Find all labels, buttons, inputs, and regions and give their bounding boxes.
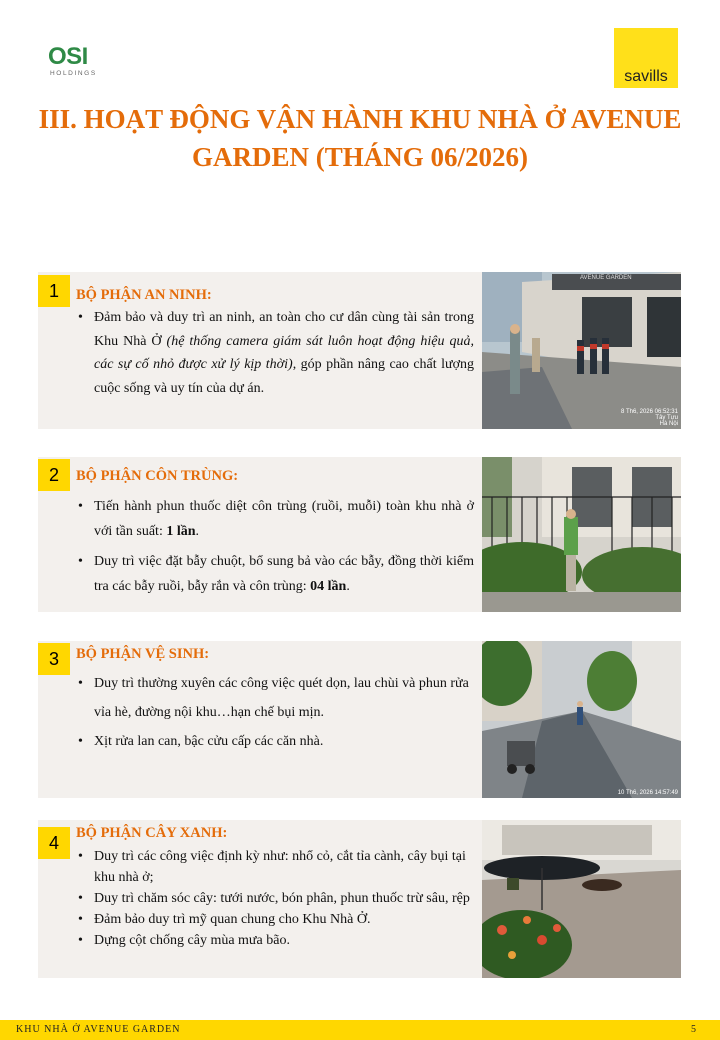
bullet-italic-text: (hệ thống camera giám sát luôn hoạt động hiệu quả, các sự cố nhỏ được xử lý kịp thời)	[94, 333, 474, 372]
bullet-item: • Dựng cột chống cây mùa mưa bão.	[74, 930, 474, 951]
bullet-item	[74, 306, 474, 400]
bullet-text: Đảm bảo và duy trì an ninh, an toàn cho cư dân cùng tài sản trong Khu Nhà Ở	[94, 310, 474, 349]
section-bullet-list	[74, 494, 474, 599]
section-number-badge: 3	[38, 643, 70, 675]
savills-logo	[614, 28, 678, 88]
bullet-text: Duy trì việc đặt bẫy chuột, bổ sung bả vào các bẫy, đồng thời kiểm tra các bẫy ruồi, bẫy rắn và côn trùng:	[94, 554, 474, 594]
street-cleaning-photo	[482, 641, 681, 798]
bullet-text: , góp phần nâng cao chất lượng cuộc sống và uy tín của dự án.	[94, 357, 474, 396]
page-number: 5	[691, 1024, 696, 1035]
osi-logo-text: OSI	[48, 43, 88, 70]
section-number-badge: 1	[38, 275, 70, 307]
bullet-text: Tiến hành phun thuốc diệt côn trùng (ruồi, muỗi) toàn khu nhà ở với tần suất:	[94, 499, 474, 539]
bullet-bold-text: 1 lần	[166, 524, 196, 539]
bullet-bold-text: 04 lần	[310, 579, 347, 594]
photo-sign-text: AVENUE GARDEN	[580, 275, 632, 281]
photo-timestamp: 10 Th6, 2026 14:57:49	[617, 790, 678, 796]
timestamp-line: Tây Tựu	[655, 415, 678, 421]
bullet-item: • Xịt rửa lan can, bậc cửu cấp các căn nhà.	[74, 727, 478, 756]
osi-holdings-logo	[48, 44, 108, 80]
bullet-item: • Đảm bảo duy trì mỹ quan chung cho Khu Nhà Ở.	[74, 909, 474, 930]
section-title: BỘ PHẬN CÂY XANH:	[76, 825, 228, 841]
page-title-line-2: GARDEN (THÁNG 06/2026)	[192, 142, 528, 172]
timestamp-line: 8 Th6, 2026 06:52:31	[621, 409, 678, 415]
section-bullet-list	[74, 669, 478, 756]
pest-control-spraying-photo	[482, 457, 681, 612]
bullet-text: .	[195, 524, 200, 539]
section-title: BỘ PHẬN CÔN TRÙNG:	[76, 468, 239, 484]
section-number-badge: 4	[38, 827, 70, 859]
section-bullet-list	[74, 306, 474, 400]
tree-care-photo	[482, 820, 681, 978]
bullet-item	[74, 494, 474, 544]
footer-text: KHU NHÀ Ở AVENUE GARDEN	[16, 1024, 181, 1035]
bullet-item: • Duy trì chăm sóc cây: tưới nước, bón phân, phun thuốc trừ sâu, rệp	[74, 888, 474, 909]
savills-logo-text: savills	[624, 68, 668, 85]
bullet-item	[74, 549, 474, 599]
bullet-item: • Duy trì các công việc định kỳ như: nhổ cỏ, cắt tỉa cành, cây bụi tại khu nhà ở;	[74, 846, 474, 888]
section-title: BỘ PHẬN AN NINH:	[76, 287, 212, 303]
section-number-badge: 2	[38, 459, 70, 491]
page-title-line-1: III. HOẠT ĐỘNG VẬN HÀNH KHU NHÀ Ở AVENUE	[38, 104, 682, 134]
photo-timestamp	[621, 409, 678, 427]
security-guards-photo	[482, 272, 681, 429]
timestamp-line: Hà Nội	[659, 421, 678, 427]
bullet-item: • Duy trì thường xuyên các công việc quét dọn, lau chùi và phun rửa vỉa hè, đường nội khu…hạn chế bụi mịn.	[74, 669, 478, 727]
page-title	[30, 100, 690, 176]
osi-logo-subtext: HOLDINGS	[50, 70, 97, 77]
bullet-text: .	[346, 579, 350, 594]
section-title: BỘ PHẬN VỆ SINH:	[76, 646, 210, 662]
section-bullet-list	[74, 846, 474, 951]
page-footer	[0, 1020, 720, 1040]
